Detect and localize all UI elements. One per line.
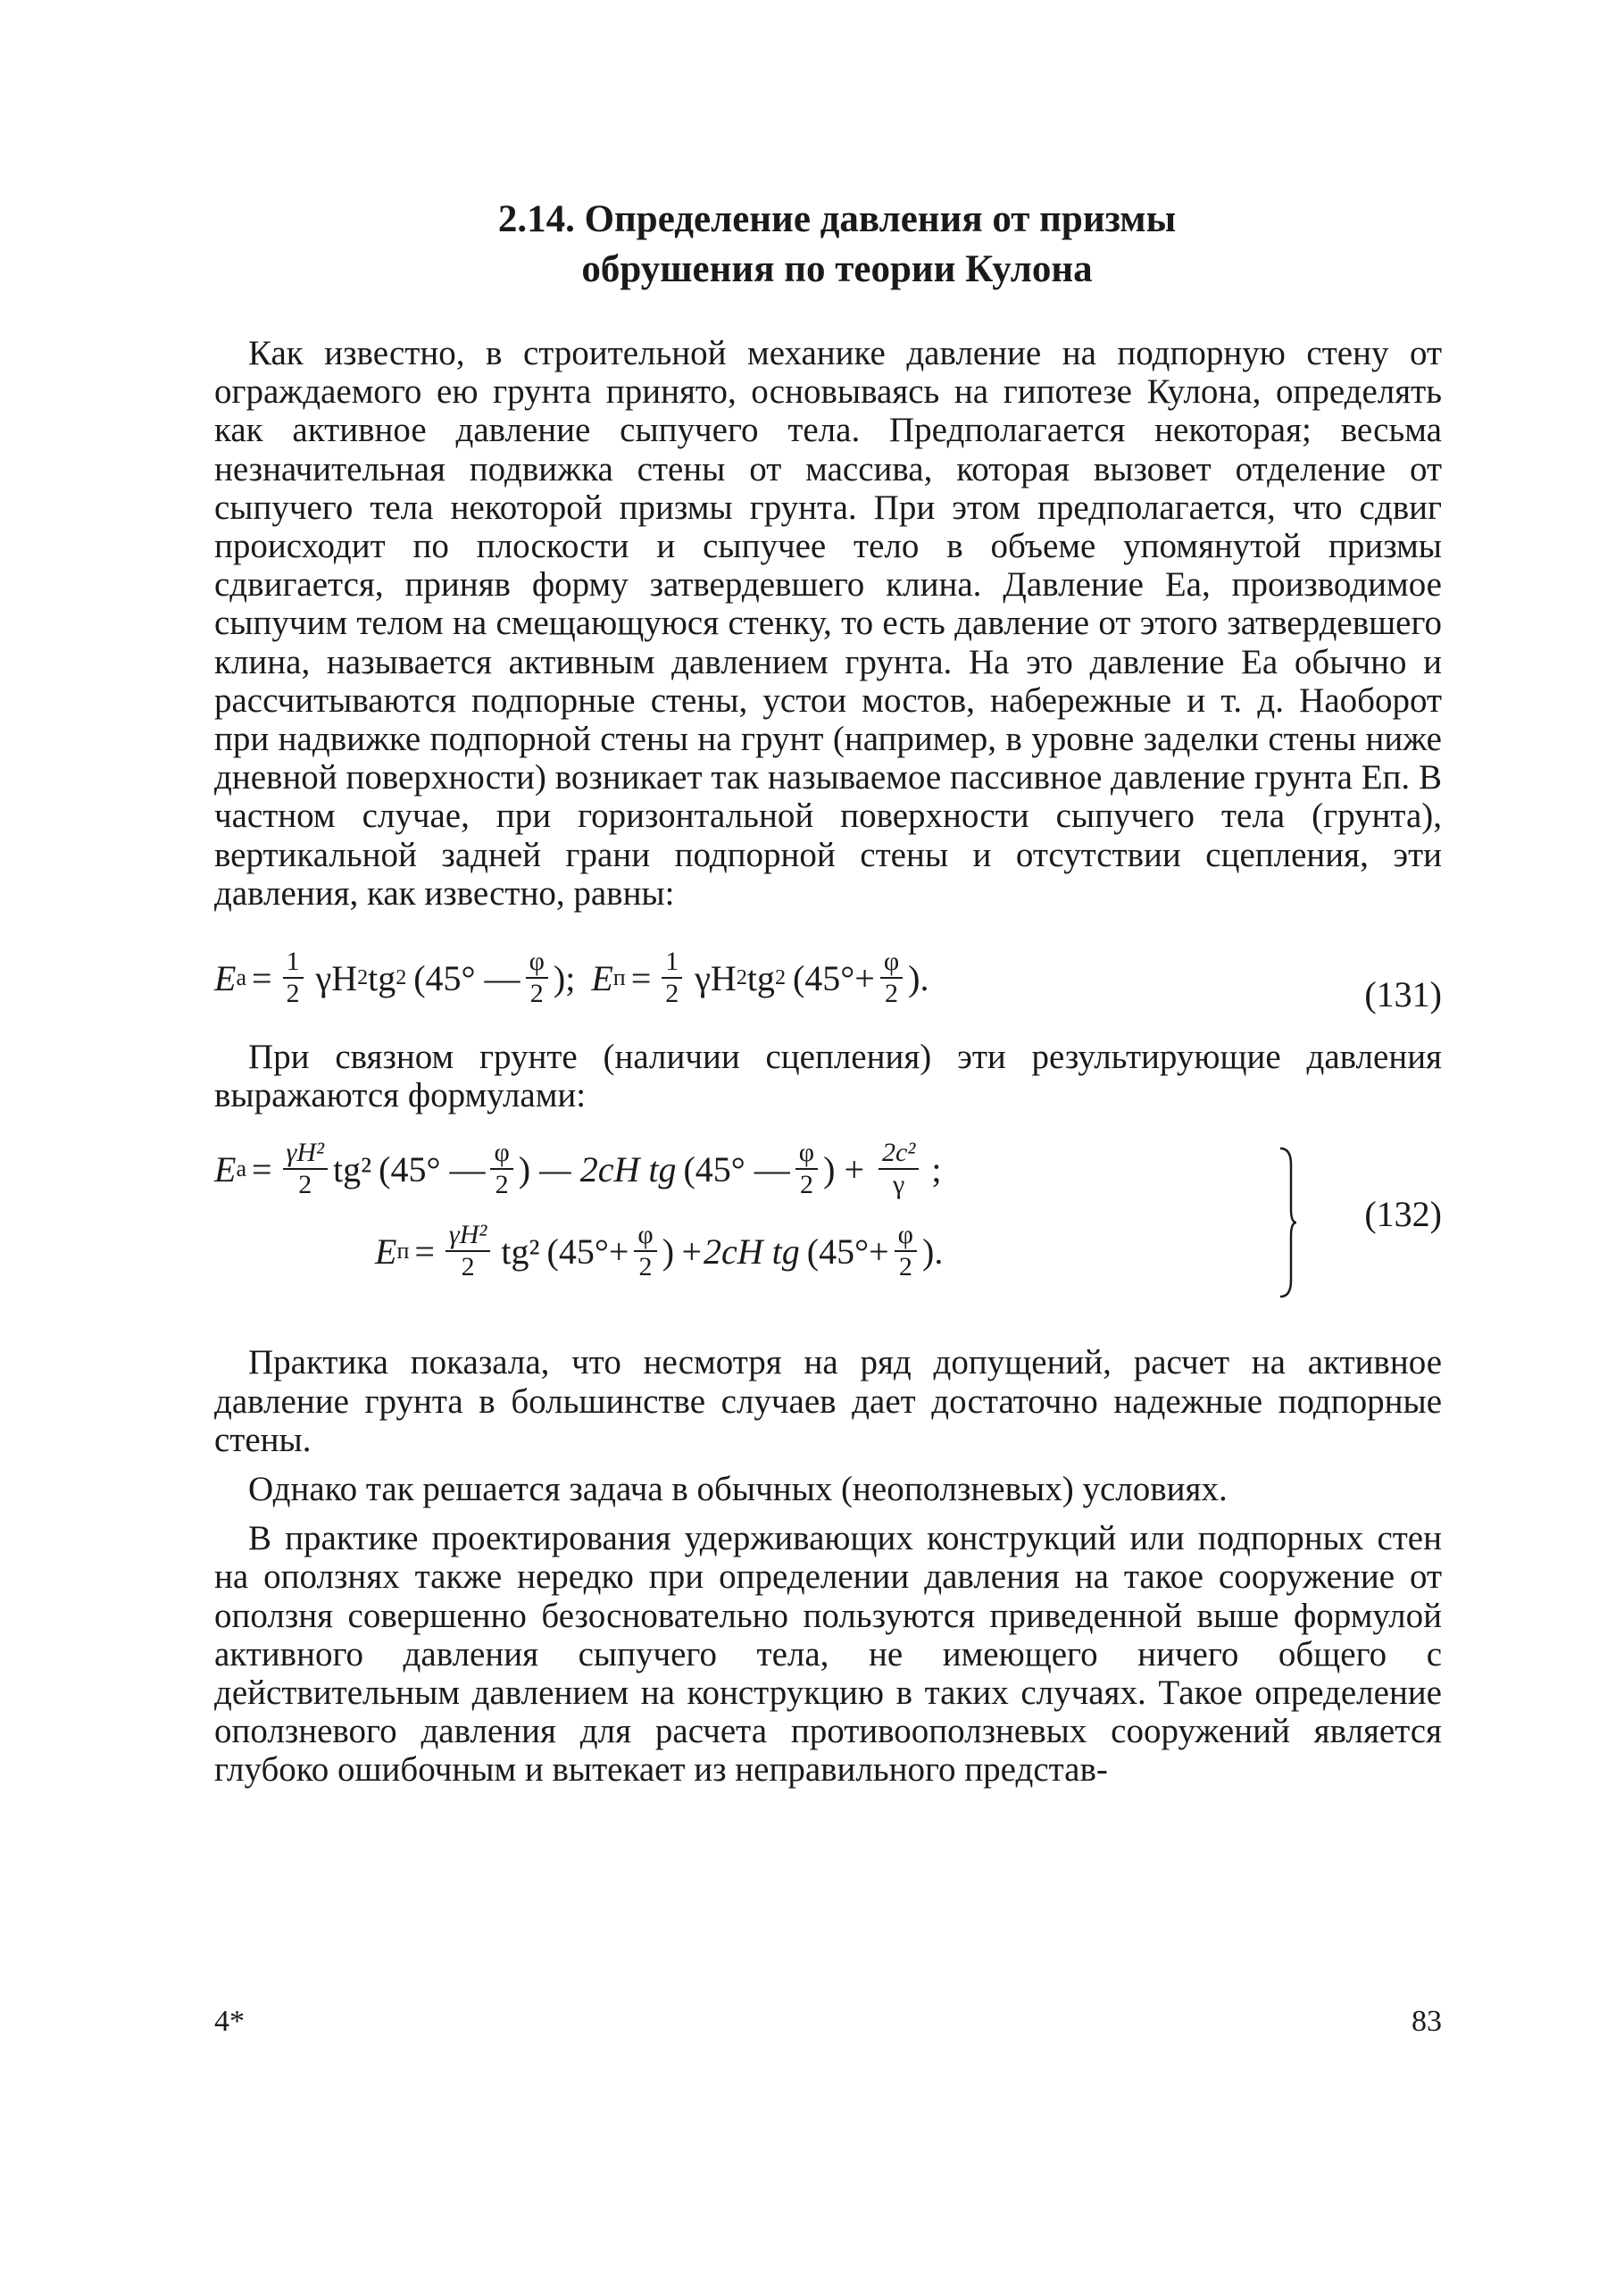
eq132-line-passive bbox=[375, 1220, 943, 1282]
eq131-open-plus: (45°+ bbox=[792, 957, 875, 998]
fraction-numerator: 1 bbox=[283, 947, 304, 979]
fraction-denominator: 2 bbox=[529, 979, 544, 1009]
eq131-gamma-h-1: γH bbox=[315, 957, 358, 998]
eq131-ea-subscript: а bbox=[236, 964, 246, 991]
eq132-semicolon: ; bbox=[931, 1148, 942, 1189]
eq132-cohesion-term-plus: +2cH tg bbox=[679, 1231, 800, 1272]
fraction-denominator: 2 bbox=[884, 979, 898, 1009]
fraction-numerator: φ bbox=[795, 1138, 818, 1170]
eq132-en-subscript: п bbox=[396, 1238, 410, 1265]
eq131-gamma-h-2: γH bbox=[695, 957, 737, 998]
equation-132 bbox=[214, 1138, 1442, 1307]
right-brace bbox=[1278, 1147, 1298, 1298]
paragraph-practice: Практика показала, что несмотря на ряд допущений, расчет на активное давление грунта в большинстве случаев дает достаточно надежные подпорные стены. bbox=[214, 1343, 1442, 1459]
section-title-line-2: обрушения по теории Кулона bbox=[581, 248, 1093, 290]
fraction-denominator: 2 bbox=[298, 1170, 312, 1200]
equation-number-132: (132) bbox=[1364, 1194, 1442, 1235]
superscript: 2 bbox=[774, 965, 786, 989]
eq132-close-2: ) bbox=[823, 1148, 836, 1189]
fraction-denominator: 2 bbox=[286, 979, 300, 1009]
fraction-denominator: 2 bbox=[638, 1252, 653, 1282]
eq131-ea-symbol: E bbox=[214, 957, 237, 998]
eq131-equals-2: = bbox=[630, 957, 652, 998]
eq132-tg2-1: tg² bbox=[333, 1148, 372, 1189]
document-page bbox=[214, 179, 1442, 1790]
equation-131-body bbox=[214, 947, 929, 1009]
eq132-close-dot: ). bbox=[922, 1231, 944, 1272]
eq131-open-minus: (45° — bbox=[413, 957, 521, 998]
fraction-numerator: γH² bbox=[283, 1138, 328, 1170]
equation-131 bbox=[214, 939, 1442, 1038]
eq132-tg2-2: tg² bbox=[501, 1231, 540, 1272]
superscript: 2 bbox=[396, 965, 407, 989]
fraction-numerator: φ bbox=[895, 1220, 917, 1252]
eq132-phi-half-4 bbox=[895, 1220, 917, 1282]
eq131-half-1 bbox=[283, 947, 304, 1009]
eq132-phi-half-1 bbox=[490, 1138, 512, 1200]
eq131-phi-half-2 bbox=[880, 947, 903, 1009]
paragraph-intro: Как известно, в строительной механике давление на подпорную стену от ограждаемого ею грунта принято, основываясь на гипотезе Кулона, определять как активное давление сыпучего тела. Предполагается некоторая; весьма незначительная подвижка стены от массива, которая вызовет отделение от сыпучего тела некоторой призмы грунта. При этом предполагается, что сдвиг происходит по плоскости и сыпучее тело в объеме упомянутой призмы сдвигается, приняв форму затвердевшего клина. Давление Еа, производимое сыпучим телом на смещающуюся стенку, то есть давление от этого затвердевшего клина, называется активным давлением грунта. На это давление Еа обычно и рассчитываются подпорные стены, устои мостов, набережные и т. д. Наоборот при надвижке подпорной стены на грунт (например, в уровне заделки стены ниже дневной поверхности) возникает так называемое пассивное давление грунта Еп. В частном случае, при горизонтальной поверхности сыпучего тела (грунта), вертикальной задней грани подпорной стены и отсутствии сцепления, эти давления, как известно, равны: bbox=[214, 334, 1442, 913]
eq131-phi-half-1 bbox=[526, 947, 548, 1009]
eq132-open-plus-1: (45°+ bbox=[546, 1231, 629, 1272]
section-heading bbox=[214, 195, 1442, 295]
superscript: 2 bbox=[357, 965, 369, 989]
eq131-close-semicolon: ); bbox=[553, 957, 576, 998]
eq131-en-subscript: п bbox=[612, 964, 626, 991]
eq132-phi-half-2 bbox=[795, 1138, 818, 1200]
eq132-gamma-h2-over-2 bbox=[283, 1138, 328, 1200]
eq132-en-symbol: E bbox=[375, 1231, 397, 1272]
fraction-denominator: 2 bbox=[461, 1252, 475, 1282]
eq132-close-1: ) bbox=[518, 1148, 531, 1189]
fraction-numerator: φ bbox=[634, 1220, 656, 1252]
fraction-denominator: 2 bbox=[799, 1170, 813, 1200]
fraction-denominator: γ bbox=[893, 1170, 905, 1200]
fraction-numerator: φ bbox=[880, 947, 903, 979]
paragraph-landslide-design: В практике проектирования удерживающих конструкций или подпорных стен на оползнях также нередко при определении давления на такое сооружение от оползня совершенно безосновательно пользуются приведенной выше формулой активного давления сыпучего тела, не имеющего ничего общего с действительным давлением на конструкцию в таких случаях. Такое определение оползневого давления для расчета противооползневых сооружений является глубоко ошибочным и вытекает из неправильного представ- bbox=[214, 1519, 1442, 1790]
eq132-plus-sign: + bbox=[844, 1148, 864, 1189]
eq131-equals-1: = bbox=[251, 957, 272, 998]
eq132-gamma-h2-over-2-b bbox=[446, 1220, 490, 1282]
eq132-equals-2: = bbox=[414, 1231, 435, 1272]
signature-mark: 4* bbox=[214, 2005, 245, 2038]
eq132-cohesion-term-minus: — 2cH tg bbox=[539, 1148, 677, 1189]
eq132-open-minus-1: (45° — bbox=[379, 1148, 486, 1189]
eq132-phi-half-3 bbox=[634, 1220, 656, 1282]
eq132-open-plus-2: (45°+ bbox=[806, 1231, 889, 1272]
paragraph-cohesive: При связном грунте (наличии сцепления) эти результирующие давления выражаются формулами: bbox=[214, 1038, 1442, 1115]
fraction-numerator: 1 bbox=[662, 947, 682, 979]
eq132-line-active bbox=[214, 1138, 941, 1200]
eq131-en-symbol: E bbox=[591, 957, 613, 998]
fraction-denominator: 2 bbox=[665, 979, 679, 1009]
fraction-numerator: γH² bbox=[446, 1220, 490, 1252]
eq132-ea-symbol: E bbox=[214, 1148, 237, 1189]
eq132-open-minus-2: (45° — bbox=[683, 1148, 790, 1189]
eq131-tg-1: tg bbox=[368, 957, 396, 998]
section-title-line-1: 2.14. Определение давления от призмы bbox=[497, 198, 1177, 240]
superscript: 2 bbox=[736, 965, 747, 989]
eq132-equals-1: = bbox=[251, 1148, 272, 1189]
fraction-numerator: φ bbox=[526, 947, 548, 979]
fraction-numerator: φ bbox=[490, 1138, 512, 1170]
fraction-denominator: 2 bbox=[495, 1170, 509, 1200]
equation-number-131: (131) bbox=[1364, 974, 1442, 1015]
fraction-numerator: 2c² bbox=[879, 1138, 919, 1170]
eq132-c2-over-gamma bbox=[879, 1138, 919, 1200]
eq131-close-dot: ). bbox=[908, 957, 929, 998]
eq131-half-2 bbox=[662, 947, 682, 1009]
fraction-denominator: 2 bbox=[898, 1252, 912, 1282]
paragraph-however: Однако так решается задача в обычных (неоползневых) условиях. bbox=[248, 1470, 1228, 1509]
eq132-ea-subscript: а bbox=[236, 1156, 246, 1182]
page-number: 83 bbox=[1412, 2005, 1442, 2038]
eq131-tg-2: tg bbox=[746, 957, 775, 998]
eq132-close-3: ) bbox=[662, 1231, 675, 1272]
